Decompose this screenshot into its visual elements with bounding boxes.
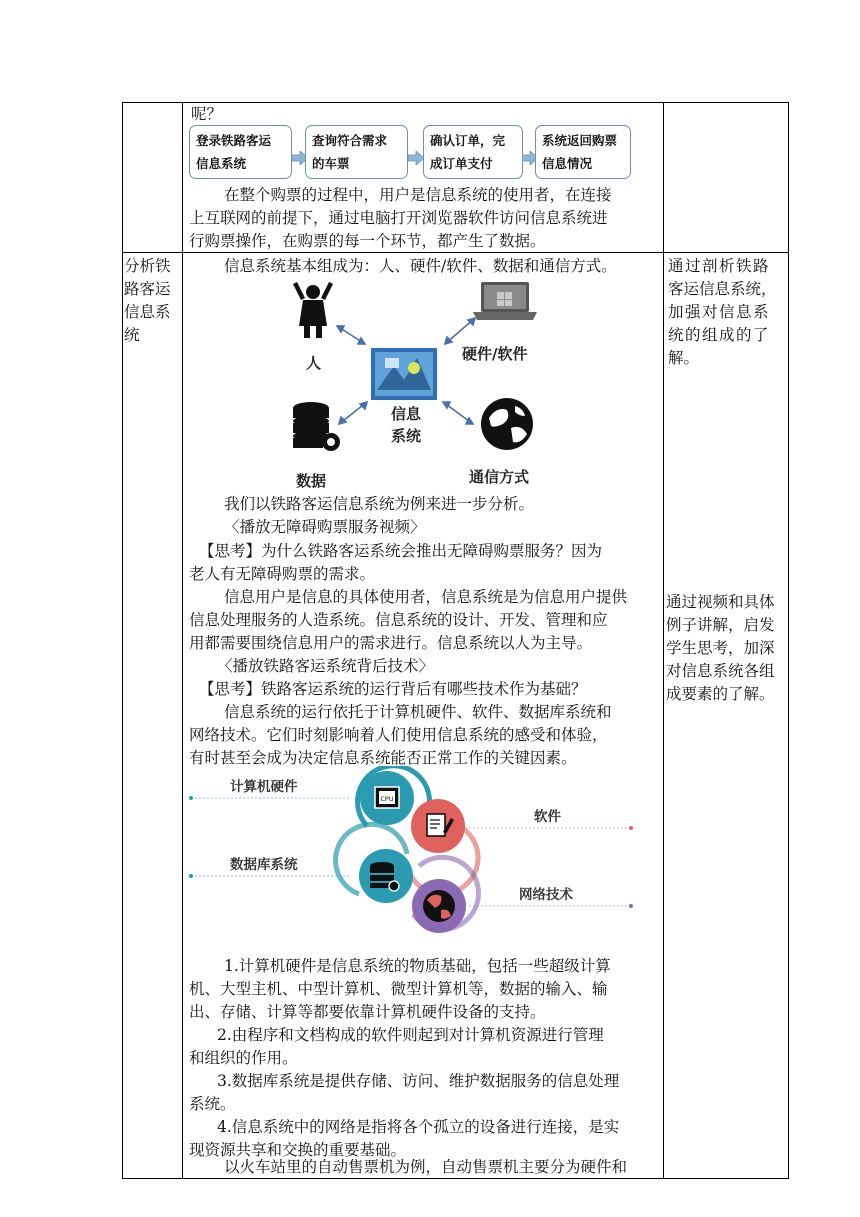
flow-step-login: 登录铁路客运 信息系统 bbox=[189, 125, 292, 179]
information-system-image bbox=[371, 348, 437, 400]
flow-arrow-icon bbox=[408, 151, 424, 165]
person-icon bbox=[293, 282, 333, 338]
data-label: 数据 bbox=[296, 472, 327, 490]
db-label: 数据库系统 bbox=[230, 857, 298, 873]
row1-tail-text: 呢？ bbox=[191, 105, 223, 123]
system-label-line2: 系统 bbox=[391, 427, 422, 445]
diagram-graphics bbox=[189, 278, 659, 493]
flow-step-confirm: 确认订单，完 成订单支付 bbox=[423, 125, 523, 179]
database-icon bbox=[293, 402, 340, 451]
net-label: 网络技术 bbox=[519, 887, 573, 903]
laptop-icon bbox=[473, 282, 537, 320]
composition-intro: 信息系统基本组成为：人、硬件/软件、数据和通信方式。 bbox=[224, 257, 617, 275]
flow-step-return: 系统返回购票 信息情况 bbox=[535, 125, 631, 179]
hardware-software-label: 硬件/软件 bbox=[462, 345, 528, 363]
flow-step-query: 查询符合需求 的车票 bbox=[305, 125, 408, 179]
network-icon bbox=[412, 857, 478, 933]
cpu-chip-label: CPU bbox=[380, 795, 394, 803]
sw-label: 软件 bbox=[534, 809, 561, 825]
system-label-line1: 信息 bbox=[391, 405, 422, 423]
person-label: 人 bbox=[306, 354, 322, 372]
communication-label: 通信方式 bbox=[469, 468, 530, 486]
software-icon bbox=[411, 799, 478, 894]
database-system-icon bbox=[336, 824, 413, 903]
hw-label: 计算机硬件 bbox=[230, 779, 298, 795]
globe-icon bbox=[481, 398, 533, 450]
